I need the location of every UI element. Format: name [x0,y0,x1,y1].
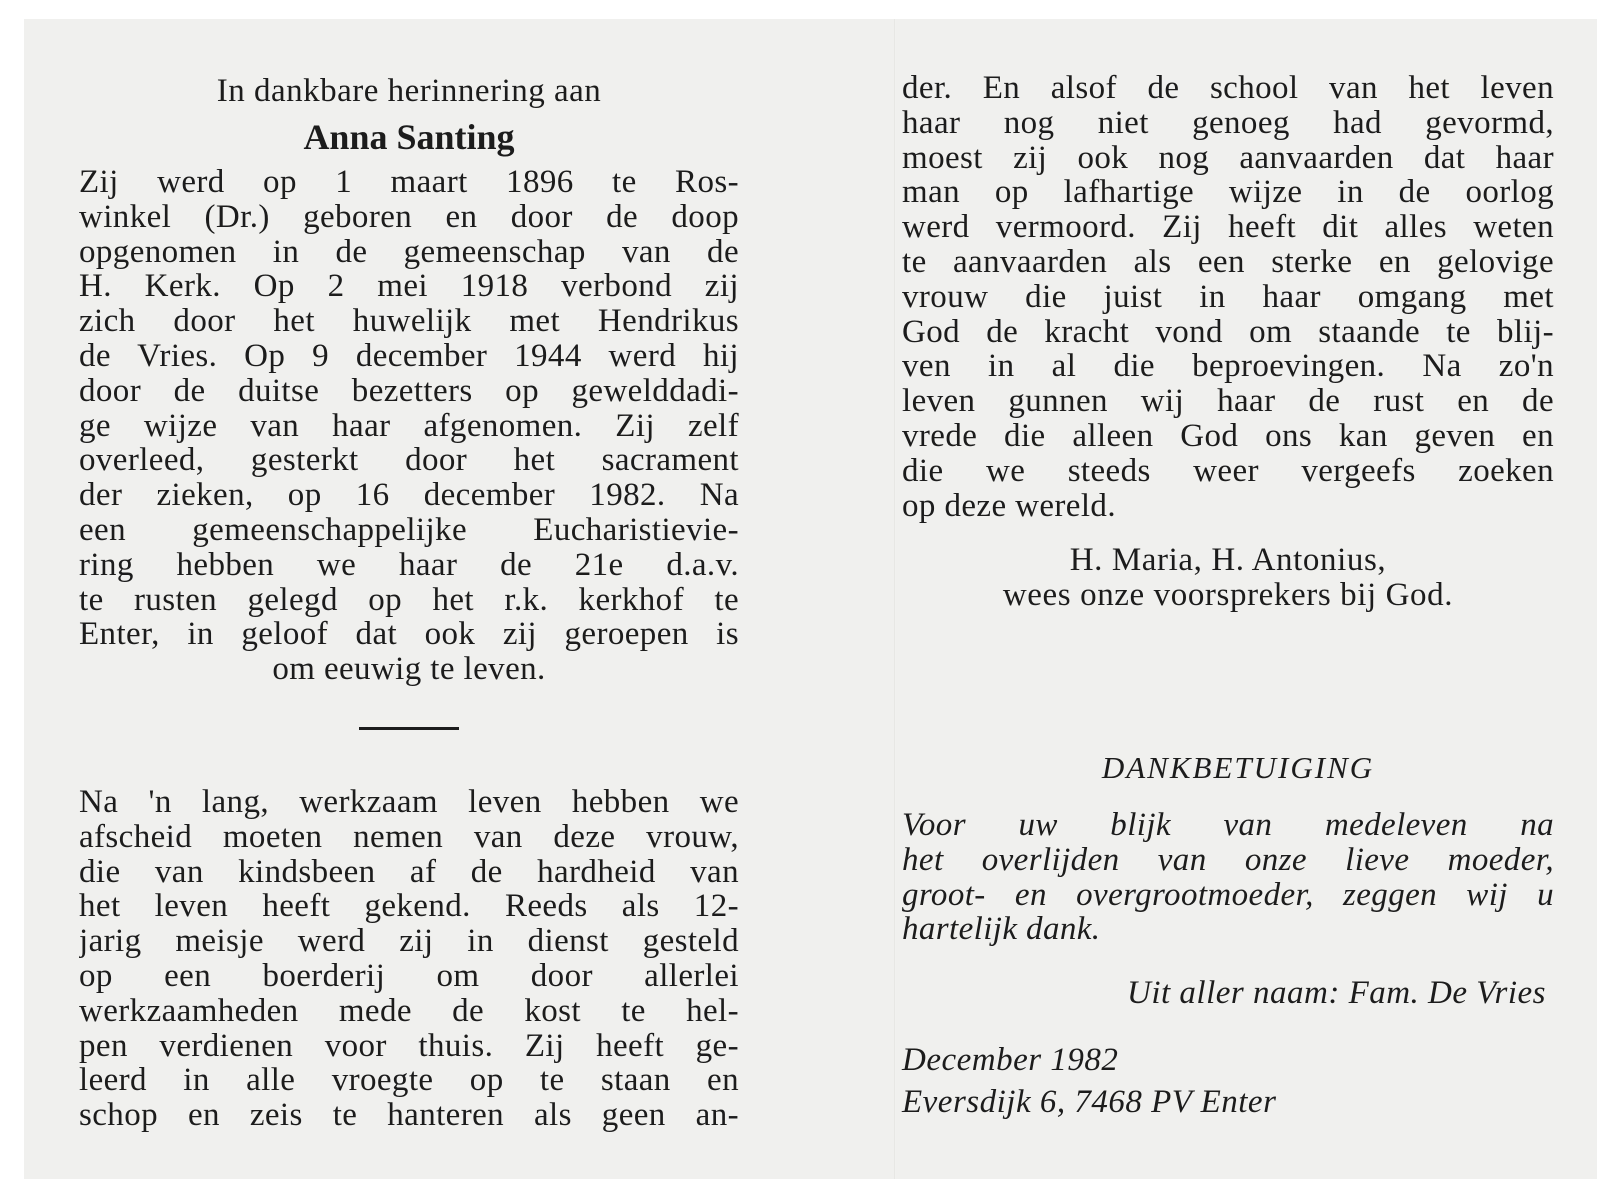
prayer-line: H. Maria, H. Antonius, [1069,543,1387,579]
life-line: op een boerderij om door allerlei [79,958,739,994]
thanks-line: groot- en overgrootmoeder, zeggen wij u [902,877,1554,913]
continued-line: vrede die alleen God ons kan geven en [902,418,1554,454]
continued-line: moest zij ook nog aanvaarden dat haar [902,140,1554,176]
life-line: werkzaamheden mede de kost te hel- [79,993,739,1029]
thanks-paragraph [902,808,1554,947]
bio-line: te rusten gelegd op het r.k. kerkhof te [79,582,739,618]
thanks-heading: DANKBETUIGING [1101,749,1375,785]
bio-line: een gemeenschappelijke Eucharistievie- [79,512,739,548]
continued-line: haar nog niet genoeg had gevormd, [902,105,1554,141]
bio-line: om eeuwig te leven. [272,652,546,687]
continued-line: der. En alsof de school van het leven [902,71,1554,106]
thanks-line: Voor uw blijk van medeleven na [902,807,1554,843]
bio-line: winkel (Dr.) geboren en door de doop [79,199,739,235]
bio-line: Enter, in geloof dat ook zij geroepen is [79,617,739,653]
bio-line: Zij werd op 1 maart 1896 te Ros- [79,165,739,200]
prayer [902,543,1554,613]
continued-line: die we steeds weer vergeefs zoeken [902,453,1554,489]
bio-line: door de duitse bezetters op gewelddadi- [79,373,739,409]
life-line: die van kindsbeen af de hardheid van [79,854,739,890]
address-line: Eversdijk 6, 7468 PV Enter [902,1084,1277,1121]
biography-paragraph [79,165,739,687]
prayer-line: wees onze voorsprekers bij God. [1002,578,1454,613]
bio-line: ring hebben we haar de 21e d.a.v. [79,547,739,583]
family-signature: Uit aller naam: Fam. De Vries [1127,975,1546,1012]
memorial-card [24,19,1597,1179]
bio-line: ge wijze van haar afgenomen. Zij zelf [79,408,739,444]
life-line: het leven heeft gekend. Reeds als 12- [79,889,739,925]
left-page [79,71,739,1133]
life-line: schop en zeis te hanteren als geen an- [79,1098,739,1133]
bio-line: de Vries. Op 9 december 1944 werd hij [79,338,739,374]
life-line: Na 'n lang, werkzaam leven hebben we [79,784,739,820]
date-line: December 1982 [902,1042,1119,1079]
date-address-block [902,1039,1554,1123]
intro-text: In dankbare herinnering aan [216,73,602,109]
life-line: pen verdienen voor thuis. Zij heeft ge- [79,1028,739,1064]
life-paragraph [79,785,739,1133]
bio-line: H. Kerk. Op 2 mei 1918 verbond zij [79,269,739,305]
continued-line: werd vermoord. Zij heeft dit alles weten [902,210,1554,245]
continued-line: God de kracht vond om staande te blij- [902,314,1554,350]
continued-line: op deze wereld. [902,488,1116,524]
deceased-name: Anna Santing [303,117,515,157]
thanks-line: het overlijden van onze lieve moeder, [902,842,1554,878]
section-divider [359,727,459,730]
life-line: jarig meisje werd zij in dienst gesteld [79,924,739,959]
thanks-line: hartelijk dank. [902,912,1101,948]
life-line: leerd in alle vroegte op te staan en [79,1063,739,1099]
continued-paragraph [902,71,1554,523]
continued-line: leven gunnen wij haar de rust en de [902,384,1554,419]
card-fold [894,19,896,1179]
bio-line: der zieken, op 16 december 1982. Na [79,478,739,513]
right-page [902,71,1554,1123]
continued-line: vrouw die juist in haar omgang met [902,279,1554,315]
bio-line: opgenomen in de gemeenschap van de [79,234,739,270]
spacer [902,613,1554,750]
bio-line: zich door het huwelijk met Hendrikus [79,304,739,339]
continued-line: te aanvaarden als een sterke en gelovige [902,244,1554,280]
continued-line: ven in al die beproevingen. Na zo'n [902,349,1554,385]
bio-line: overleed, gesterkt door het sacrament [79,443,739,479]
continued-line: man op lafhartige wijze in de oorlog [902,175,1554,211]
life-line: afscheid moeten nemen van deze vrouw, [79,819,739,855]
